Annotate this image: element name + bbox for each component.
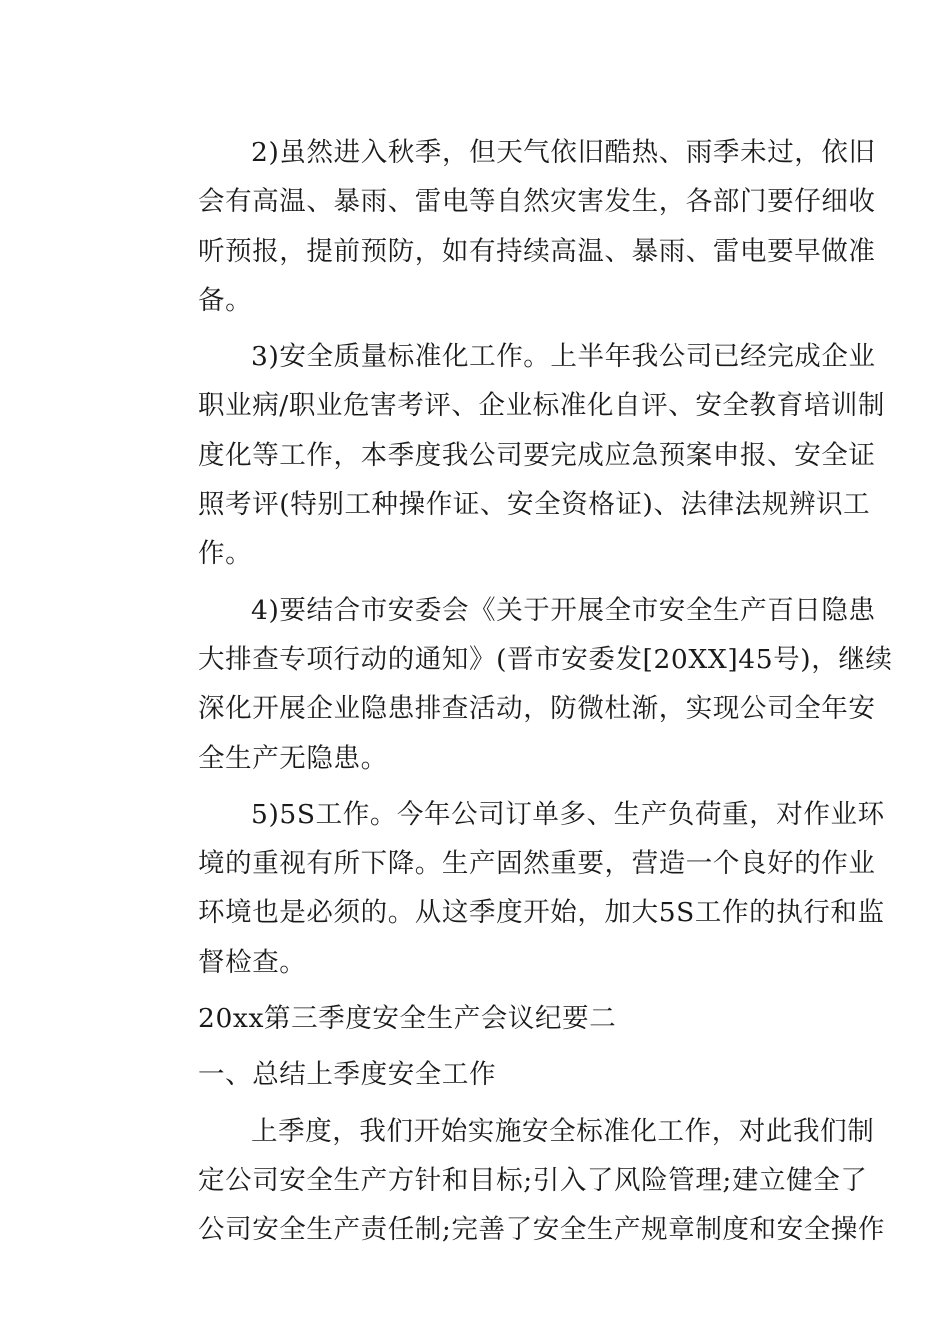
paragraph-line: 听预报，提前预防，如有持续高温、暴雨、雷电要早做准 <box>198 235 876 267</box>
paragraph-line: 3)安全质量标准化工作。上半年我公司已经完成企业 <box>251 341 876 373</box>
paragraph-line: 公司安全生产责任制;完善了安全生产规章制度和安全操作 <box>198 1214 886 1246</box>
paragraph-line: 5)5S工作。今年公司订单多、生产负荷重，对作业环 <box>251 798 885 830</box>
paragraph-4 <box>145 586 893 783</box>
paragraph-line: 备。 <box>198 284 253 316</box>
paragraph-line: 4)要结合市安委会《关于开展全市安全生产百日隐患 <box>251 594 876 626</box>
paragraph-line: 2)虽然进入秋季，但天气依旧酷热、雨季未过，依旧 <box>251 137 876 168</box>
paragraph-line: 作。 <box>198 538 253 570</box>
paragraph-2 <box>145 128 876 325</box>
paragraph-line: 上季度，我们开始实施安全标准化工作，对此我们制 <box>251 1115 875 1147</box>
subheading: 一、总结上季度安全工作 <box>198 1059 497 1091</box>
paragraph-line: 督检查。 <box>198 946 307 978</box>
paragraph-line: 度化等工作，本季度我公司要完成应急预案申报、安全证 <box>198 439 876 471</box>
paragraph-line: 环境也是必须的。从这季度开始，加大5S工作的执行和监 <box>198 897 885 929</box>
paragraph-line: 境的重视有所下降。生产固然重要，营造一个良好的作业 <box>198 848 876 880</box>
paragraph-line: 定公司安全生产方针和目标;引入了风险管理;建立健全了 <box>198 1164 868 1196</box>
paragraph-summary <box>145 1107 886 1255</box>
document-body <box>145 128 893 1262</box>
section-title: 20xx第三季度安全生产会议纪要二 <box>198 1003 617 1035</box>
paragraph-line: 深化开展企业隐患排查活动，防微杜渐，实现公司全年安 <box>198 693 876 725</box>
paragraph-3 <box>145 332 886 578</box>
paragraph-line: 照考评(特别工种操作证、安全资格证)、法律法规辨识工 <box>198 489 871 521</box>
paragraph-line: 全生产无隐患。 <box>198 742 388 774</box>
paragraph-line: 大排查专项行动的通知》(晋市安委发[20XX]45号)，继续 <box>198 643 893 675</box>
paragraph-line: 职业病/职业危害考评、企业标准化自评、安全教育培训制 <box>198 390 886 422</box>
paragraph-5 <box>145 790 885 987</box>
paragraph-line: 会有高温、暴雨、雷电等自然灾害发生，各部门要仔细收 <box>198 186 876 218</box>
